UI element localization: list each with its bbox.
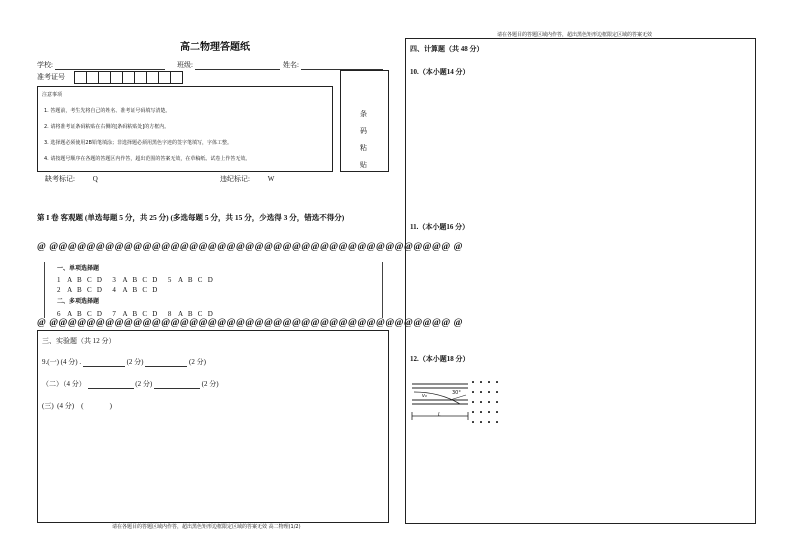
header-note-top: 请在各题目的答题区域内作答，超出黑色矩形边框限定区域的答案无效	[497, 32, 653, 38]
fig-angle-label: 30°	[452, 390, 461, 396]
class-label: 班级:	[177, 61, 193, 69]
exam-id-field[interactable]	[37, 72, 65, 82]
notice-box	[37, 86, 333, 172]
barcode-char: 条	[360, 110, 367, 118]
class-field[interactable]	[177, 60, 280, 70]
fig-L-label: L	[438, 412, 441, 418]
school-input-line[interactable]	[55, 62, 165, 70]
notice-item: 1. 答题前，考生先将自己的姓名、准考证号码填写清楚。	[44, 108, 171, 114]
q9-part2[interactable]: （二）（4 分） (2 分) (2 分)	[42, 380, 219, 388]
absent-mark[interactable]: Q	[92, 175, 98, 183]
notice-item: 2. 请将准考证条码粘贴在右侧的[条码粘贴处]的方框内。	[44, 124, 170, 130]
absent-label: 缺考标记:	[45, 175, 75, 183]
violation-mark[interactable]: W	[267, 175, 275, 183]
multi-choice-heading: 二、多项选择题	[57, 299, 100, 305]
q9-part3[interactable]: (三) (4 分) ( )	[42, 402, 112, 410]
calculation-box[interactable]	[405, 38, 756, 524]
class-input-line[interactable]	[195, 62, 280, 70]
multi-choice-row[interactable]: 6 A B C D 7 A B C D 8 A B C D	[57, 310, 213, 318]
school-label: 学校:	[37, 61, 53, 69]
barcode-char: 码	[360, 127, 367, 135]
answer-blank[interactable]	[88, 381, 134, 389]
barcode-char: 贴	[360, 161, 367, 169]
choice-right-border	[382, 262, 383, 318]
violation-label: 违纪标记:	[220, 175, 250, 183]
q12-title: 12.（本小题18 分）	[410, 355, 470, 363]
calc-title: 四、计算题（共 48 分）	[410, 45, 484, 53]
answer-blank[interactable]	[154, 381, 200, 389]
q12-figure	[410, 374, 510, 424]
notice-heading: 注意事项	[42, 92, 63, 98]
experiment-box[interactable]	[37, 330, 389, 523]
single-choice-heading: 一、单项选择题	[57, 266, 100, 272]
name-input-line[interactable]	[301, 62, 383, 70]
locator-row-top: @ @@@@@@@@@@@@@@@@@@@@@@@@@@@@@@@@@@@@@@@@@@@ @	[37, 242, 463, 252]
absent-mark-row[interactable]	[45, 174, 98, 184]
page-title: 高二物理答题纸	[180, 42, 250, 53]
single-choice-row[interactable]: 1 A B C D 3 A B C D 5 A B C D	[57, 276, 213, 284]
fig-v0-label: v₀	[422, 393, 427, 399]
exam-id-label: 准考证号	[37, 73, 65, 81]
answer-blank[interactable]	[83, 359, 125, 367]
notice-item: 3. 选择题必须使用2B铅笔填涂；非选择题必须用黑色字迹的签字笔填写，字体工整。	[44, 140, 232, 146]
magnetic-field-diagram	[410, 374, 510, 424]
name-field[interactable]	[283, 60, 383, 70]
footer-left: 请在各题目的答题区域内作答，超出黑色矩形边框限定区域的答案无效 高二物理(1/2)	[112, 524, 301, 530]
locator-row-bottom: @ @@@@@@@@@@@@@@@@@@@@@@@@@@@@@@@@@@@@@@@@@@@ @	[37, 318, 463, 328]
barcode-box[interactable]	[340, 70, 389, 172]
q11-title: 11.（本小题16 分）	[410, 223, 470, 231]
answer-blank[interactable]	[145, 359, 187, 367]
choice-left-border	[44, 262, 45, 318]
single-choice-row[interactable]: 2 A B C D 4 A B C D	[57, 286, 158, 294]
q9-part1[interactable]: 9.(一) (4 分) . (2 分) (2 分)	[42, 358, 206, 366]
section1-title: 第 I 卷 客观题 (单选每题 5 分，共 25 分) (多选每题 5 分，共 15 分，少选得 3 分，错选不得分)	[37, 213, 345, 222]
experiment-title: 三、实验题（共 12 分）	[42, 337, 116, 345]
q10-title: 10.（本小题14 分）	[410, 68, 470, 76]
school-field[interactable]	[37, 60, 165, 70]
violation-mark-row[interactable]	[220, 174, 274, 184]
barcode-char: 粘	[360, 144, 367, 152]
notice-item: 4. 请按题号顺序在各题的答题区内作答，超出范围的答案无效，在草稿纸、试卷上作答无效。	[44, 156, 251, 162]
name-label: 姓名:	[283, 61, 299, 69]
